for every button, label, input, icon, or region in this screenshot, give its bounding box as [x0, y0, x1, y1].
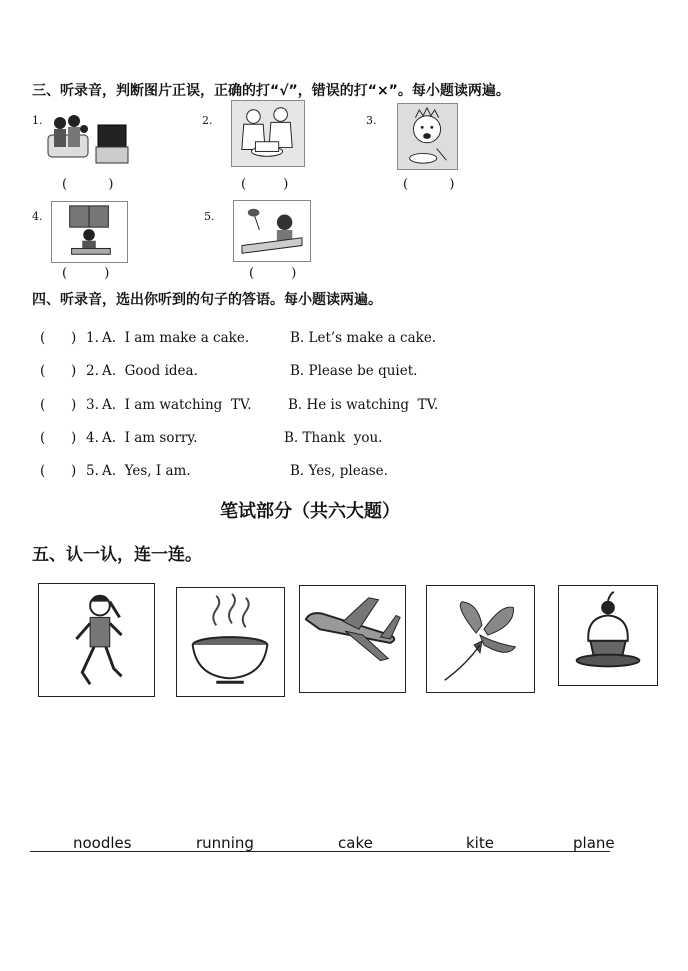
option-b: B. Thank you.: [284, 430, 383, 446]
question-number: 5.: [86, 463, 99, 479]
word-noodles[interactable]: noodles: [73, 834, 132, 852]
question-paren[interactable]: ( ): [40, 397, 77, 413]
answer-parenthesis[interactable]: ( ): [403, 177, 455, 192]
word-plane[interactable]: plane: [573, 834, 615, 852]
section4-title: 四、听录音，选出你听到的句子的答语。每小题读两遍。: [32, 292, 382, 308]
making-cake-icon: [231, 100, 305, 167]
answer-parenthesis[interactable]: ( ): [249, 266, 297, 281]
question-number: 4.: [86, 430, 99, 446]
option-b: B. Yes, please.: [290, 463, 388, 479]
question-paren[interactable]: ( ): [40, 330, 77, 346]
option-a: A. I am watching TV.: [102, 397, 252, 413]
section3-title: 三、听录音，判断图片正误，正确的打“√”，错误的打“×”。每小题读两遍。: [32, 83, 510, 99]
word-running[interactable]: running: [196, 834, 254, 852]
question-paren[interactable]: ( ): [40, 430, 77, 446]
question-paren[interactable]: ( ): [40, 463, 77, 479]
section5-title: 五、认一认，连一连。: [32, 545, 202, 565]
question-paren[interactable]: ( ): [40, 363, 77, 379]
question-number: 2.: [86, 363, 99, 379]
option-b: B. Let’s make a cake.: [290, 330, 437, 346]
answer-parenthesis[interactable]: ( ): [62, 177, 114, 192]
option-b: B. He is watching TV.: [288, 397, 439, 413]
option-b: B. Please be quiet.: [290, 363, 418, 379]
item-number: 5.: [204, 210, 215, 223]
option-a: A. I am make a cake.: [102, 330, 250, 346]
written-part-title: 笔试部分（共六大题）: [220, 501, 400, 522]
family-watching-tv-icon: [46, 105, 130, 165]
boy-eating-icon: [397, 103, 458, 170]
option-a: A. I am sorry.: [102, 430, 198, 446]
item-number: 2.: [202, 114, 213, 127]
cake-icon[interactable]: [558, 585, 658, 686]
girl-running-icon[interactable]: [38, 583, 155, 697]
word-kite[interactable]: kite: [466, 834, 494, 852]
answer-parenthesis[interactable]: ( ): [241, 177, 289, 192]
answer-parenthesis[interactable]: ( ): [62, 266, 110, 281]
noodles-bowl-icon[interactable]: [176, 587, 285, 697]
boy-studying-icon: [233, 200, 311, 262]
item-number: 4.: [32, 210, 43, 223]
option-a: A. Good idea.: [102, 363, 198, 379]
item-number: 3.: [366, 114, 377, 127]
word-cake[interactable]: cake: [338, 834, 373, 852]
question-number: 1.: [86, 330, 99, 346]
airplane-icon[interactable]: [299, 585, 406, 693]
question-number: 3.: [86, 397, 99, 413]
item-number: 1.: [32, 114, 43, 127]
kite-icon[interactable]: [426, 585, 535, 693]
option-a: A. Yes, I am.: [102, 463, 191, 479]
girl-reading-icon: [51, 201, 128, 263]
